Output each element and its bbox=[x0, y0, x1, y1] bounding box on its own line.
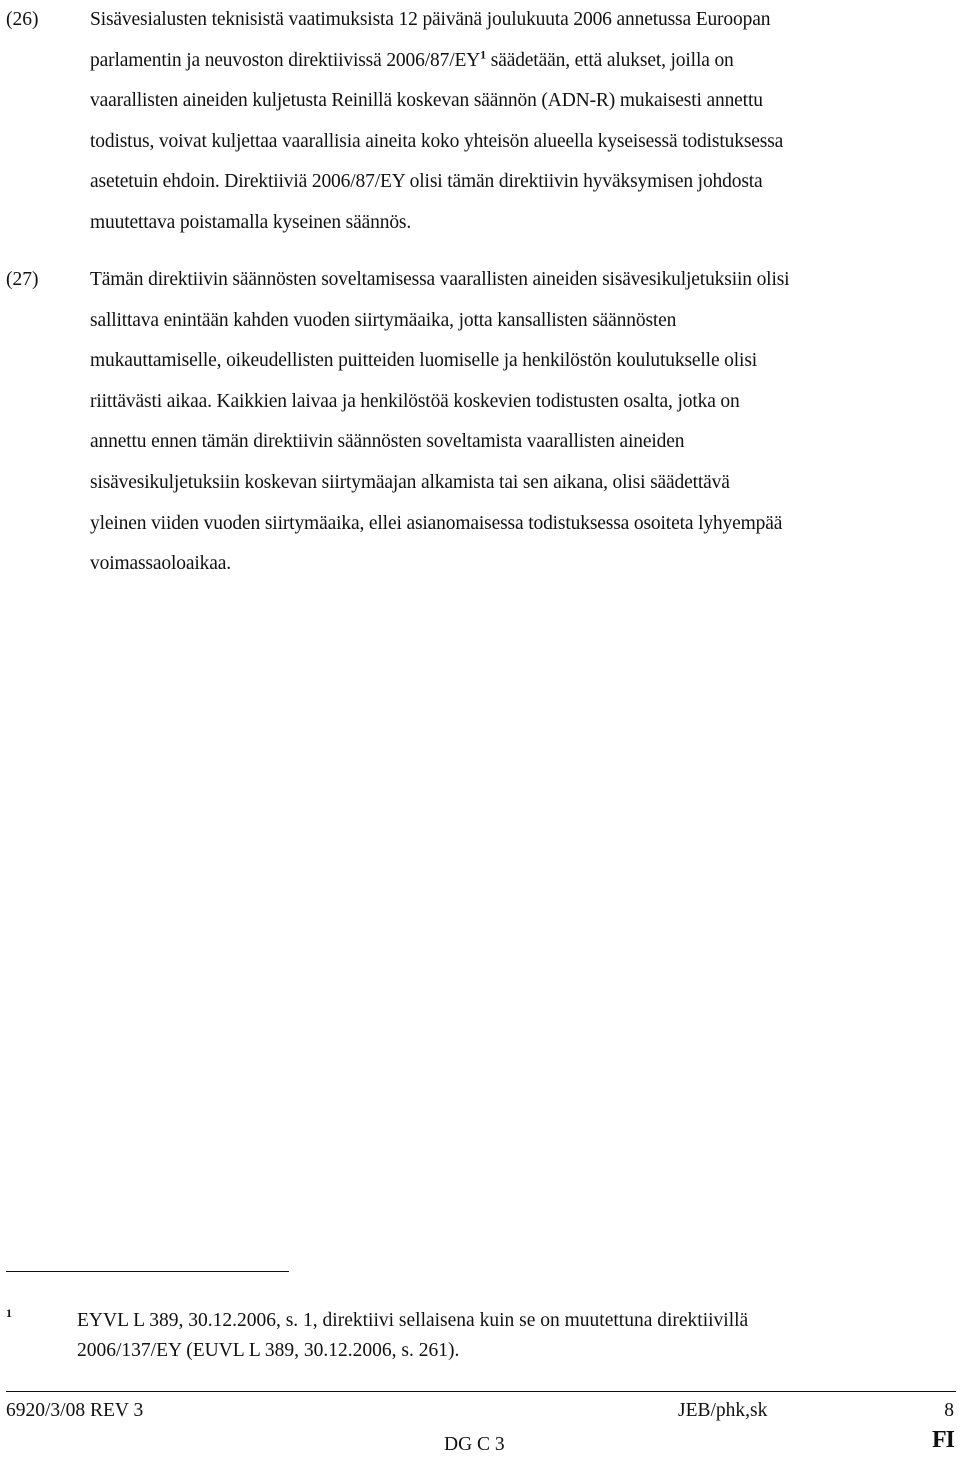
text-line: muutettava poistamalla kyseinen säännös. bbox=[90, 211, 412, 233]
paragraph-number: (27) bbox=[6, 269, 39, 290]
paragraph-number: (26) bbox=[6, 9, 39, 30]
footnote-mark: 1 bbox=[6, 1306, 12, 1320]
text-line bbox=[90, 41, 958, 82]
paragraph-text bbox=[90, 0, 958, 244]
footnote-line: 2006/137/EY (EUVL L 389, 30.12.2006, s. 261). bbox=[77, 1340, 460, 1361]
document-reference: 6920/3/08 REV 3 bbox=[6, 1400, 144, 1421]
text-line: Sisävesialusten teknisistä vaatimuksista 12 päivänä joulukuuta 2006 annetussa Euroopan bbox=[90, 9, 771, 30]
text-line: sisävesikuljetuksiin koskevan siirtymäajan alkamista tai sen aikana, olisi säädettävä bbox=[90, 471, 730, 493]
text-line: voimassaoloaikaa. bbox=[90, 553, 231, 575]
paragraph-text bbox=[90, 260, 958, 585]
text-line: Tämän direktiivin säännösten soveltamisessa vaarallisten aineiden sisävesikuljetuksiin olisi bbox=[90, 269, 790, 290]
text-line: asetetuin ehdoin. Direktiiviä 2006/87/EY olisi tämän direktiivin hyväksymisen johdosta bbox=[90, 171, 763, 193]
footnote-reference[interactable]: 1 bbox=[480, 47, 487, 62]
text-line: vaarallisten aineiden kuljetusta Reinillä koskevan säännön (ADN-R) mukaisesti annettu bbox=[90, 90, 763, 112]
page-number: 8 bbox=[944, 1400, 954, 1421]
footnote-separator bbox=[6, 1271, 289, 1272]
footnote-text bbox=[77, 1306, 954, 1366]
text-line-end: säädetään, että alukset, joilla on bbox=[486, 49, 734, 71]
author-initials: JEB/phk,sk bbox=[678, 1400, 768, 1421]
footnote-line: EYVL L 389, 30.12.2006, s. 1, direktiivi sellaisena kuin se on muutettuna direktiivillä bbox=[77, 1310, 749, 1331]
footer-separator bbox=[6, 1391, 956, 1392]
text-line: todistus, voivat kuljettaa vaarallisia aineita koko yhteisön alueella kyseisessä todistuksessa bbox=[90, 130, 784, 152]
text-line: mukauttamiselle, oikeudellisten puitteiden luomiselle ja henkilöstön koulutukselle olisi bbox=[90, 350, 758, 372]
text-line: yleinen viiden vuoden siirtymäaika, ellei asianomaisessa todistuksessa osoiteta lyhyempää bbox=[90, 512, 783, 534]
text-line: sallittava enintään kahden vuoden siirtymäaika, jotta kansallisten säännösten bbox=[90, 309, 677, 331]
language-code: FI bbox=[932, 1427, 954, 1453]
text-line: annettu ennen tämän direktiivin säännösten soveltamista vaarallisten aineiden bbox=[90, 431, 685, 453]
text-line-start: parlamentin ja neuvoston direktiivissä 2006/87/EY bbox=[90, 49, 481, 71]
text-line: riittävästi aikaa. Kaikkien laivaa ja henkilöstöä koskevien todistusten osalta, jotka on bbox=[90, 390, 740, 412]
directorate-code: DG C 3 bbox=[444, 1434, 505, 1455]
